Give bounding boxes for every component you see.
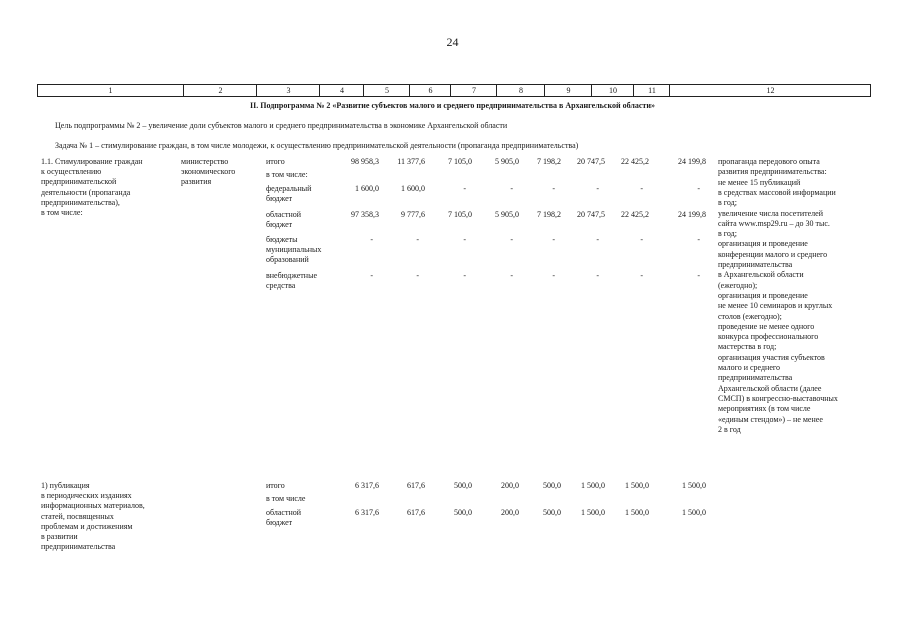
measure-1-1-result-line: не менее 10 семинаров и круглых xyxy=(718,301,833,311)
header-col-3: 3 xyxy=(256,85,320,96)
measure-1-1-name-line: к осуществлению xyxy=(41,167,102,177)
funding-source-line: федеральный xyxy=(266,184,312,193)
measure-1-1-executor-line: экономического xyxy=(181,167,236,177)
funding-value: 200,0 xyxy=(501,481,519,490)
funding-source-line: областной xyxy=(266,508,302,517)
funding-value: 22 425,2 xyxy=(621,210,649,219)
measure-1-1-name-line: в том числе: xyxy=(41,208,83,217)
funding-source-line: муниципальных xyxy=(266,245,322,255)
measure-1-name-line: проблемам и достижениям xyxy=(41,521,133,531)
funding-value: 1 500,0 xyxy=(581,508,605,517)
funding-value: 500,0 xyxy=(543,481,561,490)
funding-value: 22 425,2 xyxy=(621,157,649,166)
measure-1-1-result-line: Архангельской области (далее xyxy=(718,383,822,393)
funding-value: - xyxy=(596,235,599,244)
funding-value: 1 500,0 xyxy=(625,508,649,517)
funding-value: - xyxy=(697,271,700,280)
measure-1-name-line: 1) публикация xyxy=(41,481,90,490)
measure-1-1-result-line: не менее 15 публикаций xyxy=(718,177,801,187)
section-title: II. Подпрограмма № 2 «Развитие субъектов малого и среднего предпринимательства в Архангельской области» xyxy=(250,101,655,110)
measure-1-1-result-line: малого и среднего xyxy=(718,363,780,372)
header-col-9: 9 xyxy=(544,85,592,96)
funding-value: 500,0 xyxy=(454,481,472,490)
header-col-1: 1 xyxy=(108,86,113,95)
funding-value: - xyxy=(370,271,373,280)
goal-text: Цель подпрограммы № 2 – увеличение доли субъектов малого и среднего предпринимательства в экономике Архангельской области xyxy=(55,121,508,130)
funding-source-line: бюджет xyxy=(266,220,293,230)
funding-value: - xyxy=(697,235,700,244)
task-text: Задача № 1 – стимулирование граждан, в том числе молодежи, к осуществлению предпринимательской деятельности (пропаганда предпринимательства) xyxy=(55,141,579,150)
funding-value: 5 905,0 xyxy=(495,157,519,166)
measure-1-1-executor-line: министерство xyxy=(181,157,229,166)
funding-value: - xyxy=(697,184,700,193)
funding-source-line: в том числе xyxy=(266,494,306,503)
measure-1-1-result-line: проведение не менее одного xyxy=(718,321,815,331)
funding-value: - xyxy=(640,184,643,193)
measure-1-name-line: информационных материалов, xyxy=(41,501,145,511)
measure-1-1-result-line: в Архангельской области xyxy=(718,270,804,280)
funding-value: 7 105,0 xyxy=(448,157,472,166)
measure-1-name-line: в периодических изданиях xyxy=(41,491,132,501)
funding-value: 200,0 xyxy=(501,508,519,517)
measure-1-1-result-line: в год; xyxy=(718,198,737,208)
funding-value: - xyxy=(640,271,643,280)
funding-source-line: областной xyxy=(266,210,302,219)
funding-value: 500,0 xyxy=(543,508,561,517)
funding-value: 6 317,6 xyxy=(355,508,379,517)
header-col-11: 11 xyxy=(633,85,670,96)
funding-value: 11 377,6 xyxy=(397,157,425,166)
measure-1-1-executor-line: развития xyxy=(181,177,212,187)
funding-value: 24 199,8 xyxy=(678,210,706,219)
funding-source-line: итого xyxy=(266,481,285,490)
funding-value: 617,6 xyxy=(407,508,425,517)
page-number: 24 xyxy=(446,35,459,49)
funding-value: 1 500,0 xyxy=(625,481,649,490)
measure-1-1-result-line: «единым стендом») – не менее xyxy=(718,414,823,424)
funding-value: 5 905,0 xyxy=(495,210,519,219)
measure-1-1-name-line: деятельности (пропаганда xyxy=(41,187,131,197)
measure-1-1-result-line: в год; xyxy=(718,229,737,239)
funding-source-line: бюджет xyxy=(266,518,293,528)
funding-value: 7 198,2 xyxy=(537,210,561,219)
funding-source-line: средства xyxy=(266,281,296,291)
funding-value: 9 777,6 xyxy=(401,210,425,219)
funding-value: 1 600,0 xyxy=(401,184,425,193)
measure-1-1-result-line: пропаганда передового опыта xyxy=(718,157,820,166)
measure-1-1-result-line: конкурса профессионального xyxy=(718,332,819,342)
funding-source-line: бюджет xyxy=(266,194,293,204)
funding-value: 97 358,3 xyxy=(351,210,379,219)
funding-value: 20 747,5 xyxy=(577,210,605,219)
measure-1-1-result-line: мероприятиях (в том числе xyxy=(718,404,811,414)
funding-value: - xyxy=(596,184,599,193)
measure-1-1-name-line: предпринимательской xyxy=(41,177,117,187)
funding-value: - xyxy=(463,184,466,193)
funding-value: - xyxy=(552,184,555,193)
measure-1-1-result-line: увеличение числа посетителей xyxy=(718,208,823,218)
header-col-8: 8 xyxy=(496,85,545,96)
measure-1-1-result-line: столов (ежегодно); xyxy=(718,311,782,321)
measure-1-1-result-line: организация и проведение xyxy=(718,290,808,300)
funding-value: - xyxy=(463,235,466,244)
measure-1-1-result-line: предпринимательства xyxy=(718,373,793,383)
funding-value: 24 199,8 xyxy=(678,157,706,166)
measure-1-1-result-line: СМСП) в конгрессно-выставочных xyxy=(718,393,838,403)
funding-source-line: итого xyxy=(266,157,285,166)
header-col-6: 6 xyxy=(409,85,451,96)
funding-source-line: бюджеты xyxy=(266,235,298,244)
measure-1-1-name-line: 1.1. Стимулирование граждан xyxy=(41,157,143,166)
funding-value: - xyxy=(510,235,513,244)
measure-1-1-result-line: организация участия субъектов xyxy=(718,352,825,362)
funding-value: - xyxy=(416,235,419,244)
funding-value: - xyxy=(416,271,419,280)
funding-value: - xyxy=(552,271,555,280)
header-col-12: 12 xyxy=(669,85,871,96)
funding-value: 500,0 xyxy=(454,508,472,517)
funding-value: - xyxy=(596,271,599,280)
measure-1-1-result-line: 2 в год xyxy=(718,424,741,434)
funding-value: - xyxy=(640,235,643,244)
measure-1-1-result-line: мастерства в год; xyxy=(718,342,777,352)
column-header-row xyxy=(37,84,871,97)
funding-source-line: внебюджетные xyxy=(266,271,317,280)
measure-1-1-result-line: в средствах массовой информации xyxy=(718,187,836,197)
funding-value: - xyxy=(463,271,466,280)
funding-value: 1 600,0 xyxy=(355,184,379,193)
funding-value: - xyxy=(510,184,513,193)
measure-1-1-name-line: предпринимательства), xyxy=(41,197,120,207)
funding-value: - xyxy=(510,271,513,280)
header-col-2: 2 xyxy=(183,85,257,96)
funding-source-line: в том числе: xyxy=(266,170,308,179)
funding-value: 617,6 xyxy=(407,481,425,490)
measure-1-name-line: статей, посвященных xyxy=(41,511,114,521)
measure-1-1-result-line: предпринимательства xyxy=(718,260,793,269)
measure-1-1-result-line: конференции малого и среднего xyxy=(718,249,828,259)
funding-value: 98 958,3 xyxy=(351,157,379,166)
funding-value: 20 747,5 xyxy=(577,157,605,166)
funding-value: 1 500,0 xyxy=(581,481,605,490)
header-col-10: 10 xyxy=(591,85,634,96)
funding-value: 6 317,6 xyxy=(355,481,379,490)
measure-1-1-result-line: (ежегодно); xyxy=(718,280,758,290)
measure-1-1-result-line: организация и проведение xyxy=(718,239,808,249)
header-col-5: 5 xyxy=(363,85,410,96)
measure-1-1-result-line: сайта www.msp29.ru – до 30 тыс. xyxy=(718,218,830,228)
header-col-7: 7 xyxy=(450,85,497,96)
funding-value: - xyxy=(552,235,555,244)
measure-1-name-line: предпринимательства xyxy=(41,542,116,552)
funding-source-line: образований xyxy=(266,255,309,265)
funding-value: - xyxy=(370,235,373,244)
header-col-4: 4 xyxy=(319,85,364,96)
funding-value: 7 105,0 xyxy=(448,210,472,219)
measure-1-1-result-line: развития предпринимательства: xyxy=(718,167,827,177)
funding-value: 1 500,0 xyxy=(682,508,706,517)
funding-value: 1 500,0 xyxy=(682,481,706,490)
measure-1-name-line: в развитии xyxy=(41,532,78,541)
funding-value: 7 198,2 xyxy=(537,157,561,166)
